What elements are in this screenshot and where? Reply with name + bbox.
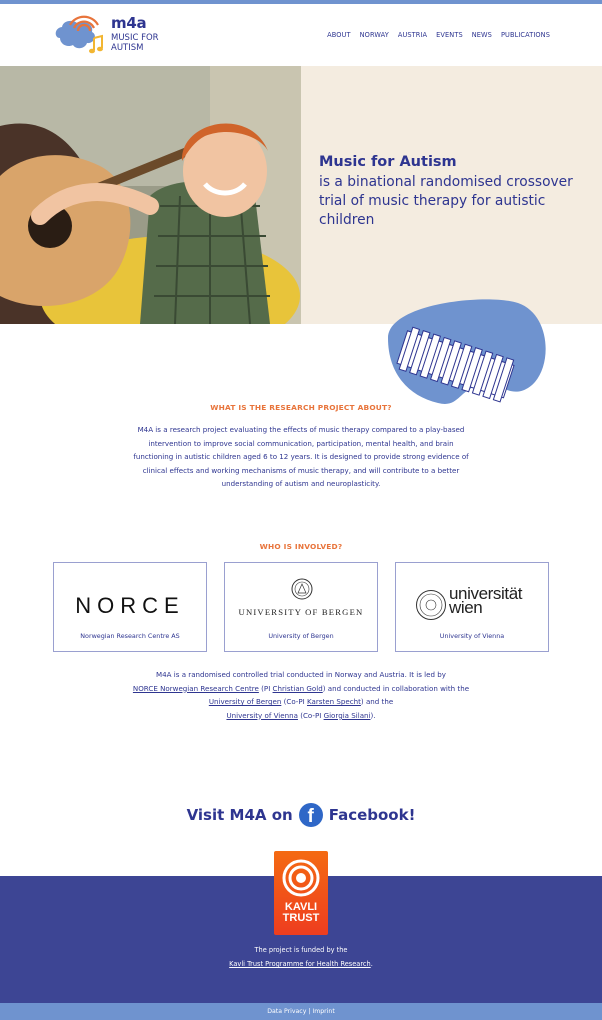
link-vienna[interactable]: University of Vienna	[226, 710, 298, 720]
nav-about[interactable]: ABOUT	[327, 31, 351, 39]
nav-publications[interactable]: PUBLICATIONS	[500, 31, 550, 39]
kavli-trust-logo[interactable]	[274, 851, 328, 935]
about-heading: WHAT IS THE RESEARCH PROJECT ABOUT?	[210, 403, 392, 412]
involved-paragraph	[120, 668, 482, 722]
main-nav	[327, 31, 550, 39]
kavli-circles-icon	[274, 853, 328, 903]
facebook-icon: f	[299, 803, 323, 827]
hero-title: Music for Autism	[319, 154, 457, 170]
involved-text: ) and conducted in collaboration with the	[322, 683, 470, 693]
facebook-cta-after: Facebook!	[328, 806, 416, 824]
involved-heading: WHO IS INVOLVED?	[259, 542, 343, 551]
logo-subtitle: MUSIC FOR AUTISM	[111, 33, 159, 53]
facebook-cta-before: Visit M4A on	[186, 806, 293, 824]
partner-caption: Norwegian Research Centre AS	[80, 632, 180, 640]
about-paragraph: M4A is a research project evaluating the effects of music therapy compared to a play-based intervention to improve social communication, participation, mental health, and brain functioning in autistic children aged 6 to 12 years. It is designed to provide strong evidence of clinical effects and working mechanisms of music therapy, and will contribute to a better understanding of autism and neuroplasticity.	[133, 425, 469, 489]
involved-text: (PI	[258, 683, 273, 693]
link-uib[interactable]: University of Bergen	[208, 697, 282, 707]
involved-text: ) and the	[360, 697, 394, 707]
site-logo[interactable]	[52, 14, 172, 58]
kavli-programme-link[interactable]: Kavli Trust Programme for Health Research	[229, 960, 371, 968]
partner-card-norce[interactable]	[53, 562, 207, 652]
nav-events[interactable]: EVENTS	[436, 31, 463, 39]
site-header	[0, 4, 602, 66]
uib-seal-icon	[291, 577, 313, 601]
partner-caption: University of Bergen	[268, 632, 334, 640]
link-norce[interactable]: NORCE Norwegian Research Centre	[132, 683, 259, 693]
kavli-line2: TRUST	[282, 912, 320, 924]
funded-end: .	[370, 960, 373, 968]
link-christian-gold[interactable]: Christian Gold	[272, 683, 323, 693]
norce-logo: NORCE	[75, 593, 185, 618]
funding-note	[0, 943, 602, 971]
partner-card-uib[interactable]	[224, 562, 378, 652]
involved-text: (Co-PI	[281, 697, 307, 707]
funded-text: The project is funded by the	[254, 946, 348, 954]
brain-music-icon	[52, 14, 112, 58]
nav-news[interactable]: NEWS	[471, 31, 492, 39]
involved-text: ).	[370, 710, 376, 720]
link-giorgia-silani[interactable]: Giorgia Silani	[323, 710, 371, 720]
legal-links[interactable]: Data Privacy | Imprint	[267, 1008, 335, 1015]
hero-subtitle: is a binational randomised crossover trial of music therapy for autistic children	[319, 174, 573, 228]
kavli-wordmark	[274, 902, 328, 924]
nav-norway[interactable]: NORWAY	[359, 31, 389, 39]
nav-austria[interactable]: AUSTRIA	[397, 31, 428, 39]
facebook-cta[interactable]	[0, 803, 602, 829]
univie-logo-text: universität wien	[449, 584, 523, 617]
hero-panel	[301, 66, 602, 324]
partner-caption: University of Vienna	[439, 632, 505, 640]
link-karsten-specht[interactable]: Karsten Specht	[306, 697, 361, 707]
univie-seal-icon	[415, 589, 447, 621]
uib-logo-text: UNIVERSITY OF BERGEN	[238, 607, 364, 617]
logo-wordmark: m4a	[111, 14, 147, 32]
partner-logos	[53, 562, 549, 652]
boy-with-guitar-photo	[0, 66, 301, 324]
bottom-bar	[0, 1003, 602, 1020]
involved-text: (Co-PI	[297, 710, 324, 720]
kavli-line1: KAVLI	[284, 901, 318, 913]
partner-card-vienna[interactable]	[395, 562, 549, 652]
involved-text: M4A is a randomised controlled trial conducted in Norway and Austria. It is led by	[156, 670, 446, 679]
hero-photo	[0, 66, 301, 324]
